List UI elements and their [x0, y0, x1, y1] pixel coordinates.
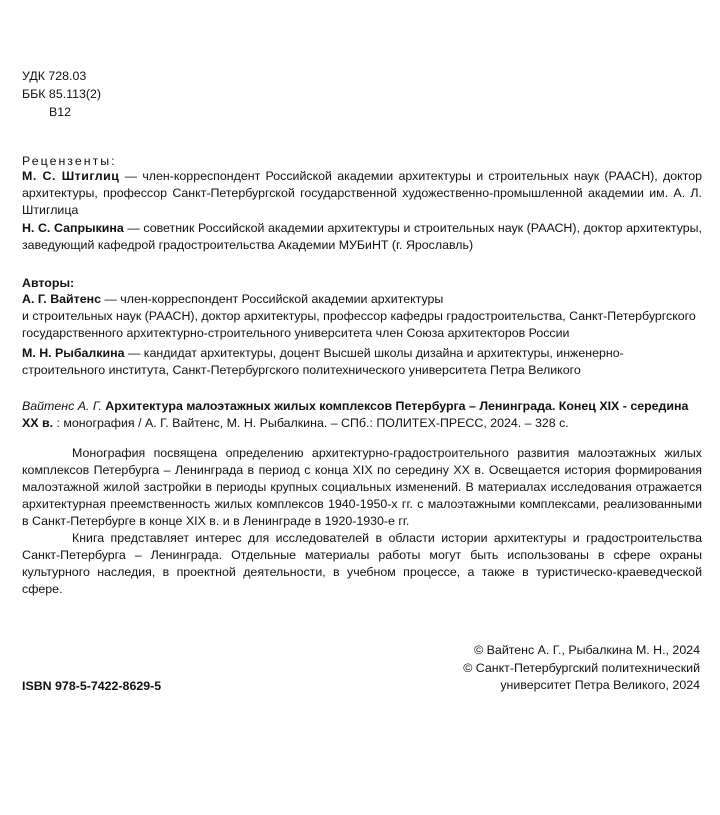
reviewer-2 [22, 220, 702, 254]
author-2-name: М. Н. Рыбалкина [22, 346, 125, 360]
citation-title: Архитектура малоэтажных жилых комплексов Петербурга – Ленинграда. Конец XIX - середина XX в. [22, 399, 689, 430]
reviewer-2-text: — советник Российской академии архитектуры и строительных наук (РААСН), доктор архитектуры, заведующий кафедрой градостроительства Академии МУБиНТ (г. Ярославль) [22, 221, 702, 252]
reviewer-2-name: Н. С. Сапрыкина [22, 221, 124, 235]
author-1-name: А. Г. Вайтенс [22, 292, 101, 306]
author-mark-code: В12 [49, 105, 72, 119]
udk-code: УДК 728.03 [22, 69, 87, 83]
author-1 [22, 291, 702, 342]
authors-heading: Авторы: [22, 276, 75, 290]
abstract [22, 445, 702, 598]
reviewer-1 [22, 168, 702, 219]
abstract-paragraph-1: Монография посвящена определению архитектурно-градостроительного развития малоэтажных жилых комплексов Петербурга – Ленинграда в период с конца XIX по середину XX в. Освещается история формирования малоэтажной жилой застройки в периоды крупных социальных изменений. В материалах исследования отражается архитектурная преемственность жилых комплексов 1940-1950-х гг. с малоэтажными комплексами, реализованными в Санкт-Петербурге в конце XIX в. и в Ленинграде в 1920-1930-е гг. [22, 446, 702, 528]
author-1-first-line: А. Г. Вайтенс — член-корреспондент Российской академии архитектуры [22, 292, 444, 306]
bibliographic-citation [22, 398, 702, 432]
bbk-code: ББК 85.113(2) [22, 87, 102, 101]
abstract-paragraph-2: Книга представляет интерес для исследователей в области истории архитектуры и градостроительства Санкт-Петербурга – Ленинграда. Отдельные материалы работы могут быть использованы в сфере охраны культурного наследия, в проектной деятельности, в учебном процессе, а также в туристическо-краеведческой сфере. [22, 531, 702, 596]
reviewers-heading: Рецензенты: [22, 154, 117, 168]
reviewer-1-text: — член-корреспондент Российской академии архитектуры и строительных наук (РААСН), доктор архитектуры, профессор Санкт-Петербургской государственной художественно-промышленной академии им. А. Л. Штиглица [22, 169, 702, 217]
author-1-details: и строительных наук (РААСН), доктор архитектуры, профессор кафедры градостроительства, Санкт-Петербургского государственного архитектурно-строительного университета член Союза архитекторов России [22, 309, 696, 340]
copyright-publisher: © Санкт-Петербургский политехнический университет Петра Великого, 2024 [463, 661, 700, 692]
isbn: ISBN 978-5-7422-8629-5 [22, 679, 162, 693]
citation-author: Вайтенс А. Г. [22, 399, 102, 413]
author-2-text: — кандидат архитектуры, доцент Высшей школы дизайна и архитектуры, инженерно-строительного института, Санкт-Петербургского политехнического университета Петра Великого [22, 346, 624, 377]
citation-details: : монография / А. Г. Вайтенс, М. Н. Рыбалкина. – СПб.: ПОЛИТЕХ-ПРЕСС, 2024. – 328 с. [53, 416, 569, 430]
reviewer-1-name: М. С. Штиглиц [22, 169, 120, 183]
author-2 [22, 345, 702, 379]
copyright-authors: © Вайтенс А. Г., Рыбалкина М. Н., 2024 [474, 643, 700, 657]
